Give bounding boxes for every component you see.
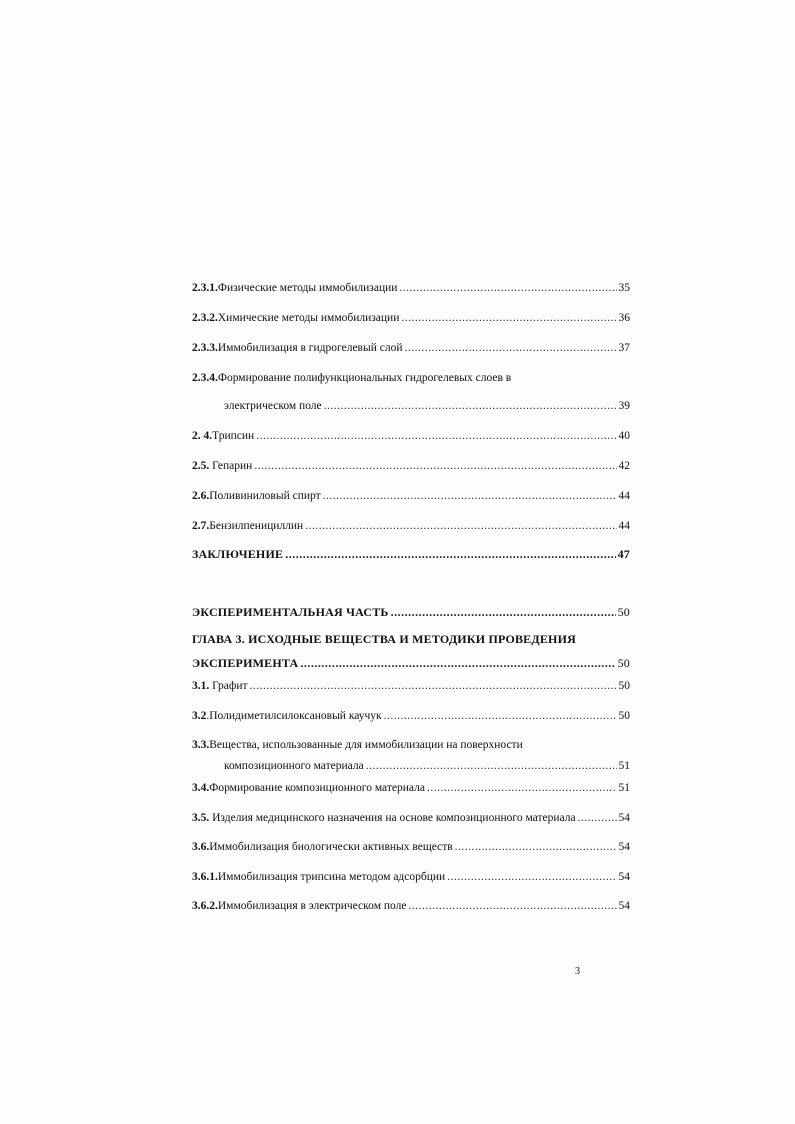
entry-number: 2.5. — [192, 460, 210, 472]
entry-page: 40 — [618, 430, 630, 442]
entry-title: Трипсин — [212, 430, 255, 442]
entry-title: Иммобилизация в гидрогелевый слой — [217, 342, 403, 354]
dot-leader — [305, 518, 616, 534]
entry-page: 37 — [618, 342, 630, 354]
entry-number: 2. 4. — [192, 430, 213, 442]
toc-entry-2-5[interactable] — [192, 458, 630, 474]
entry-number: 3.3. — [192, 739, 210, 751]
toc-entry-3-6[interactable] — [192, 839, 630, 855]
entry-page: 51 — [618, 782, 630, 794]
entry-title: Иммобилизация биологически активных веществ — [209, 841, 453, 853]
dot-leader — [250, 678, 617, 694]
entry-title: Изделия медицинского назначения на основе композиционного материала — [209, 812, 576, 824]
entry-title: композиционного материала — [224, 760, 364, 772]
entry-page: 36 — [618, 312, 630, 324]
entry-number: 2.7. — [192, 520, 210, 532]
toc-entry-2-7[interactable] — [192, 518, 630, 534]
entry-title: ЗАКЛЮЧЕНИЕ — [192, 547, 284, 561]
entry-title: ЭКСПЕРИМЕНТАЛЬНАЯ ЧАСТЬ — [192, 605, 389, 619]
entry-page: 50 — [618, 680, 630, 692]
dot-leader — [366, 758, 617, 774]
toc-entry-chapter-3[interactable] — [192, 631, 576, 647]
toc-entry-2-3-4[interactable] — [192, 370, 511, 386]
entry-title: Формирование полифункциональных гидрогелевых слоев в — [217, 372, 512, 384]
dot-leader — [285, 546, 615, 562]
dot-leader — [384, 708, 617, 724]
entry-page: 44 — [618, 520, 630, 532]
entry-title: Иммобилизация в электрическом поле — [217, 900, 407, 912]
entry-page: 54 — [618, 841, 630, 853]
dot-leader — [323, 488, 617, 504]
entry-page: 44 — [618, 490, 630, 502]
entry-page: 50 — [618, 710, 630, 722]
toc-entry-3-1[interactable] — [192, 678, 630, 694]
dot-leader — [399, 280, 616, 296]
entry-number: 2.3.1. — [192, 282, 218, 294]
toc-entry-2-3-4-cont[interactable] — [224, 398, 630, 414]
dot-leader — [300, 655, 615, 671]
entry-title: Физические методы иммобилизации — [217, 282, 398, 294]
dot-leader — [254, 458, 616, 474]
entry-page: 42 — [618, 460, 630, 472]
dot-leader — [324, 398, 617, 414]
entry-title: электрическом поле — [224, 400, 322, 412]
entry-number: 2.6. — [192, 490, 210, 502]
entry-title: Графит — [209, 680, 248, 692]
entry-title: .Полидиметилсилоксановый каучук — [206, 710, 382, 722]
toc-entry-3-2[interactable] — [192, 708, 630, 724]
entry-title: Формирование композиционного материала — [209, 782, 425, 794]
entry-page: 39 — [618, 400, 630, 412]
entry-page: 50 — [617, 605, 630, 619]
entry-title: ЭКСПЕРИМЕНТА — [192, 656, 299, 670]
entry-title: Бензилпенициллин — [209, 520, 304, 532]
toc-entry-3-3[interactable] — [192, 737, 523, 753]
toc-entry-3-6-2[interactable] — [192, 898, 630, 914]
toc-entry-3-3-cont[interactable] — [224, 758, 630, 774]
entry-title: Поливиниловый спирт — [209, 490, 321, 502]
entry-title: Вещества, использованные для иммобилизации на поверхности — [209, 739, 523, 751]
entry-page: 54 — [618, 812, 630, 824]
entry-number: 2.3.4. — [192, 372, 218, 384]
entry-number: 3.6.1. — [192, 871, 218, 883]
dot-leader — [455, 839, 617, 855]
dot-leader — [401, 310, 616, 326]
dot-leader — [404, 340, 616, 356]
entry-number: 2.3.3. — [192, 342, 218, 354]
toc-entry-chapter-3-cont[interactable] — [192, 655, 630, 671]
entry-title: ГЛАВА 3. ИСХОДНЫЕ ВЕЩЕСТВА И МЕТОДИКИ ПРОВЕДЕНИЯ — [192, 632, 576, 646]
entry-number: 3.6. — [192, 841, 210, 853]
toc-entry-2-3-2[interactable] — [192, 310, 630, 326]
entry-page: 54 — [618, 900, 630, 912]
entry-page: 54 — [618, 871, 630, 883]
entry-title: Гепарин — [209, 460, 253, 472]
entry-number: 3.5. — [192, 812, 210, 824]
toc-entry-2-4[interactable] — [192, 428, 630, 444]
toc-entry-experimental[interactable] — [192, 604, 630, 620]
page-number: 3 — [575, 966, 580, 977]
toc-entry-3-6-1[interactable] — [192, 869, 630, 885]
entry-number: 3.2 — [192, 710, 207, 722]
entry-number: 3.4. — [192, 782, 210, 794]
entry-page: 35 — [618, 282, 630, 294]
entry-number: 2.3.2. — [192, 312, 218, 324]
entry-number: 3.1. — [192, 680, 210, 692]
entry-page: 50 — [617, 656, 630, 670]
dot-leader — [408, 898, 616, 914]
dot-leader — [427, 780, 617, 796]
toc-entry-3-4[interactable] — [192, 780, 630, 796]
entry-title: Химические методы иммобилизации — [217, 312, 400, 324]
dot-leader — [578, 810, 617, 826]
entry-page: 47 — [617, 547, 630, 561]
toc-entry-3-5[interactable] — [192, 810, 630, 826]
dot-leader — [391, 604, 616, 620]
dot-leader — [447, 869, 616, 885]
dot-leader — [256, 428, 616, 444]
toc-entry-2-3-1[interactable] — [192, 280, 630, 296]
toc-entry-2-3-3[interactable] — [192, 340, 630, 356]
entry-number: 3.6.2. — [192, 900, 218, 912]
entry-title: Иммобилизация трипсина методом адсорбции — [217, 871, 446, 883]
toc-entry-2-6[interactable] — [192, 488, 630, 504]
entry-page: 51 — [618, 760, 630, 772]
toc-entry-conclusion[interactable] — [192, 546, 630, 562]
